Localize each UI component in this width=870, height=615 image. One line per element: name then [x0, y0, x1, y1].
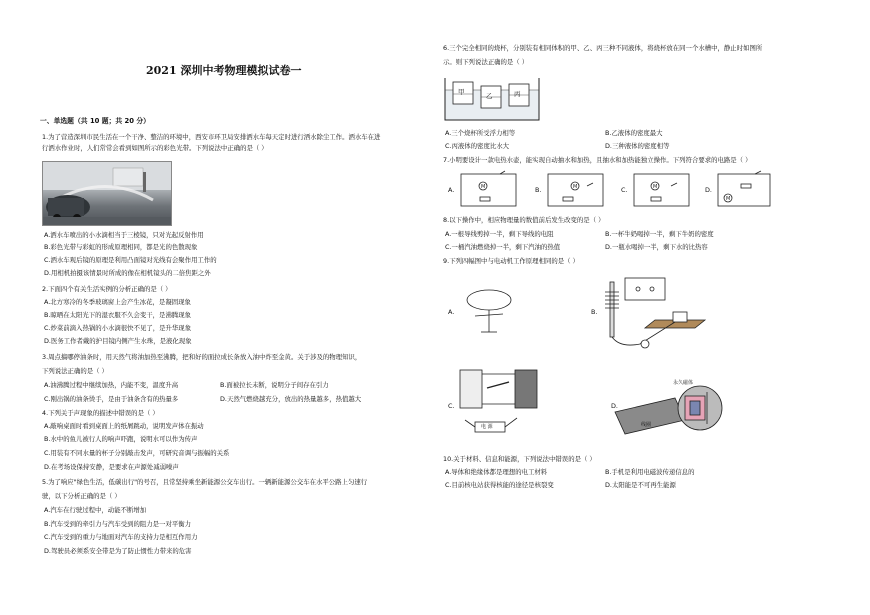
svg-text:M: M — [726, 196, 731, 202]
q5-stem-line2: 驶，以下分析正确的是（ ） — [42, 492, 121, 500]
q6-option-d: D.三种液体的密度相等 — [605, 142, 670, 150]
q1-photo — [42, 161, 172, 226]
q2-option-a: A.北方寒冷的冬季玻璃窗上会产生冰花，是凝固现象 — [44, 298, 191, 306]
svg-text:M: M — [653, 184, 658, 190]
q3-option-b: B.面被拉长未断，说明分子间存在引力 — [220, 381, 329, 389]
q3-stem-line1: 3.周点搞哪停油条时，用天然气将油加热至沸腾，把和好的面拉成长条放入油中炸至金黄。关于涉及的物理知识， — [42, 353, 362, 361]
q10-option-c: C.目前核电站获得核能的途径是核裂变 — [445, 481, 554, 489]
q9-option-d-label: D. — [611, 402, 618, 410]
q7-circuit-options — [445, 170, 775, 210]
q9-option-c-label: C. — [448, 402, 455, 410]
q9-label-coil: 线圈 — [641, 422, 652, 428]
q9-stem: 9.下列四幅图中与电动机工作原理相同的是（ ） — [443, 257, 579, 265]
q6-stem-line1: 6.三个完全相同的烧杯，分别装有相同体积的甲、乙、丙三种不同液体，将烧杯放在同一个水槽中，静止时如图所 — [443, 44, 763, 52]
q4-option-c: C.用装有不同水量的杯子分别敲击发声，可研究音调与振幅的关系 — [44, 449, 230, 457]
q1-option-a: A.洒水车喷出的小水滴相当于三棱镜，只对光起反射作用 — [44, 231, 204, 239]
sprinkler-truck-photo — [43, 162, 171, 225]
q9-option-a-label: A. — [448, 308, 455, 316]
q6-label-bing: 丙 — [514, 90, 521, 98]
q5-stem-line1: 5.为了响应"绿色生活，低碳出行"的号召，且常坚持乘坐新能源公交车出行。一辆新能源公交车在水平公路上匀速行 — [42, 478, 368, 486]
q3-option-a: A.油沸腾过程中继续加热，内能不变，温度升高 — [44, 381, 179, 389]
q8-option-d: D.一瓶水喝掉一半，剩下水的比热容 — [605, 243, 708, 251]
q6-stem-line2: 示。则下列说法正确的是（ ） — [443, 58, 529, 66]
q1-option-c: C.洒水车观后镜的原理是利用凸面镜对光线有会聚作用工作的 — [44, 256, 217, 264]
q7-option-c-label: C. — [621, 186, 628, 194]
q1-option-b: B.彩色光带与彩虹的形成原理相同，都是光的色散现象 — [44, 243, 198, 251]
q8-option-b: B.一杯牛奶喝掉一半，剩下牛奶的密度 — [605, 230, 714, 238]
q10-option-d: D.太阳能是不可再生能源 — [605, 481, 676, 489]
q4-option-b: B.水中的鱼儿被行人的响声吓跑，说明水可以作为传声 — [44, 435, 198, 443]
q5-option-c: C.汽车受到的重力与地面对汽车的支持力是相互作用力 — [44, 533, 198, 541]
q9-option-b-label: B. — [591, 308, 598, 316]
q8-option-a: A.一根导线剪掉一半，剩下导线的电阻 — [445, 230, 554, 238]
q10-stem: 10.关于材料、信息和能源，下列说法中错误的是（ ） — [443, 455, 596, 463]
q9-label-power-supply: 电 源 — [481, 424, 493, 430]
page-title: 2021 深圳中考物理模拟试卷一 — [146, 64, 302, 77]
q6-label-jia: 甲 — [458, 88, 465, 96]
q6-label-yi: 乙 — [486, 92, 493, 100]
svg-text:M: M — [481, 184, 486, 190]
q8-stem: 8.以下操作中，相应物理量的数值前后发生改变的是（ ） — [443, 216, 605, 224]
q7-option-a-label: A. — [448, 186, 455, 194]
section-heading: 一、单选题（共 10 题；共 20 分） — [40, 117, 150, 125]
q4-option-d: D.在考场设保持安静，是要求在声源处减弱噪声 — [44, 463, 179, 471]
q1-option-d: D.用相机拍摄该情景时所成的像在相机镜头的二倍焦距之外 — [44, 269, 211, 277]
q6-option-c: C.丙液体的密度比水大 — [445, 142, 510, 150]
q10-option-a: A.导体和绝缘体都是理想的电工材料 — [445, 468, 548, 476]
q4-stem: 4.下列关于声现象的描述中错误的是（ ） — [42, 409, 159, 417]
q3-stem-line2: 下列说法正确的是（ ） — [42, 367, 108, 375]
q2-option-b: B.晾晒在太阳光下的湿衣服不久会变干，是沸腾现象 — [44, 311, 192, 319]
q4-option-a: A.敲响桌面时看到桌面上的纸屑跳动，说明发声体在振动 — [44, 422, 204, 430]
q2-stem: 2.下面四个有关生活实例的分析正确的是（ ） — [42, 285, 172, 293]
q1-stem-line2: 行洒水作业时，人们常常会看到如图所示的彩色光带。下列说法中正确的是（ ） — [42, 144, 268, 152]
q1-stem-line1: 1.为了营造深圳市民生活在一个干净、整洁的环境中，西安市环卫局安排洒水车每天定时进行洒水除尘工作。洒水车在进 — [42, 133, 381, 141]
q7-stem: 7.小明要设计一款电热水壶，能实现自动抽水和加热，且抽水和加热能独立操作。下列符合要求的电路是（ ） — [443, 156, 752, 164]
svg-text:M: M — [573, 184, 578, 190]
q2-option-c: C.炒菜前滴入热锅的小水滴很快不见了，是升华现象 — [44, 324, 192, 332]
q6-option-a: A.三个烧杯所受浮力相等 — [445, 129, 516, 137]
q5-option-d: D.驾驶员必须系安全带是为了防止惯性力带来的危害 — [44, 547, 192, 555]
q6-option-b: B.乙液体的密度最大 — [605, 129, 663, 137]
q2-option-d: D.医务工作者戴的护目镜内侧产生水珠，是液化现象 — [44, 337, 192, 345]
q10-option-b: B.手机是利用电磁波传递信息的 — [605, 468, 695, 476]
q8-option-c: C.一桶汽油燃烧掉一半，剩下汽油的热值 — [445, 243, 561, 251]
q5-option-b: B.汽车受到的牵引力与汽车受到的阻力是一对平衡力 — [44, 520, 192, 528]
q7-option-d-label: D. — [705, 186, 712, 194]
q3-option-c: C.刚出锅的油条烫手，是由于油条含有的热量多 — [44, 395, 179, 403]
q6-tank-diagram — [443, 72, 541, 122]
q3-option-d: D.天然气燃烧越充分，放出的热量越多，热值越大 — [220, 395, 362, 403]
q9-label-permanent-magnet: 永久磁体 — [673, 380, 694, 386]
q5-option-a: A.汽车在行驶过程中，动能不断增加 — [44, 506, 147, 514]
q9-figures — [445, 270, 775, 440]
q7-option-b-label: B. — [535, 186, 542, 194]
